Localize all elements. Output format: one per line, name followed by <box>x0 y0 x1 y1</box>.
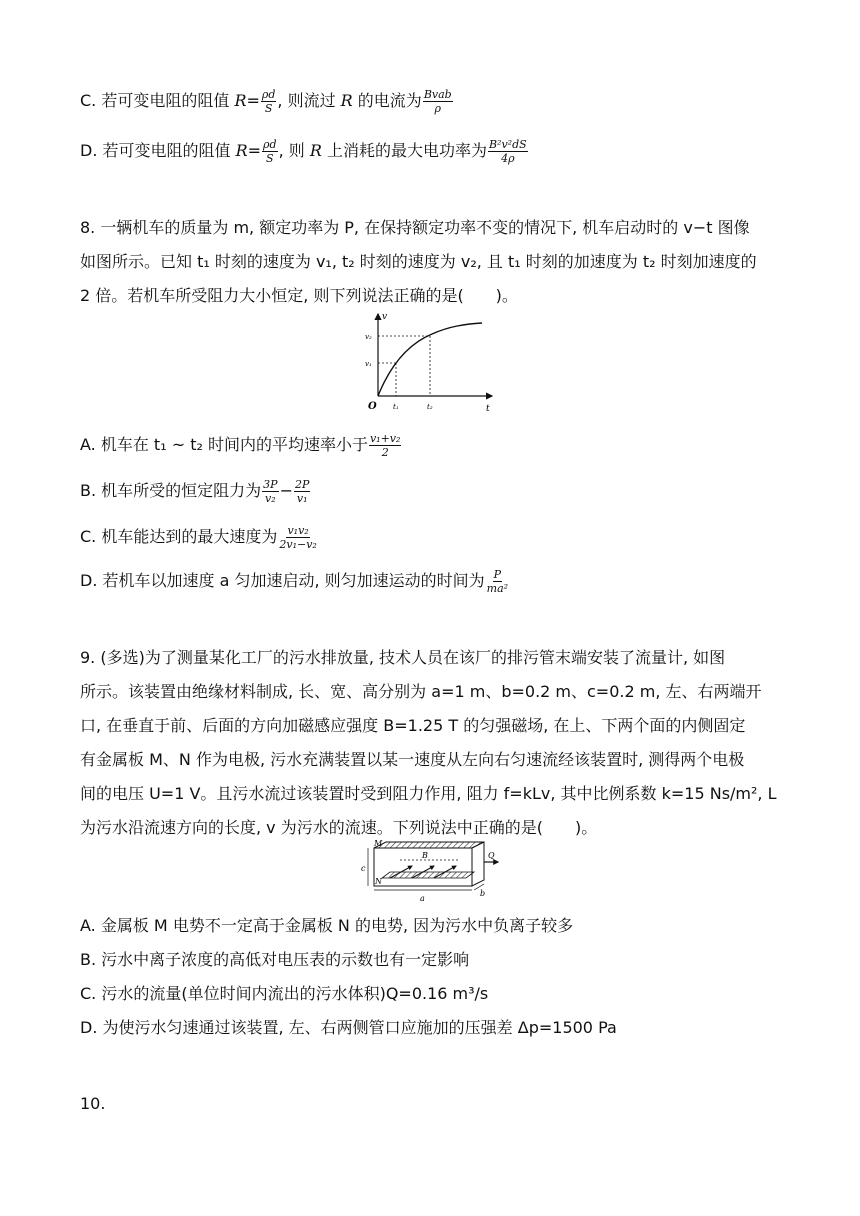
fraction-numerator: v₁v₂ <box>287 524 309 537</box>
equals: = <box>246 91 260 110</box>
v-axis-label: v <box>382 312 388 322</box>
q7-option-d-text: D. 若可变电阻的阻值 <box>80 141 236 160</box>
fraction-numerator: 3P <box>263 478 278 491</box>
var-r: R <box>235 141 248 160</box>
fraction <box>486 568 509 595</box>
q9-stem-line-1: 9. (多选)为了测量某化工厂的污水排放量, 技术人员在该厂的排污管末端安装了流量计, 如图 <box>80 648 726 667</box>
q8-option-b-text: B. 机车所受的恒定阻力为 <box>80 481 262 500</box>
q7-option-d-mid: , 则 <box>278 141 310 160</box>
q8-option-c <box>80 524 319 551</box>
fraction-denominator: 2v₁−v₂ <box>279 538 317 551</box>
q9-stem-line-6: 为污水沿流速方向的长度, v 为污水的流速。下列说法中正确的是( )。 <box>80 818 598 837</box>
q8-option-d <box>80 568 510 595</box>
fraction <box>369 432 401 459</box>
origin-label: O <box>368 401 377 412</box>
flowmeter-figure <box>360 838 510 908</box>
q9-stem-line-2: 所示。该装置由绝缘材料制成, 长、宽、高分别为 a=1 m、b=0.2 m、c=0.2 m, 左、右两端开 <box>80 682 762 701</box>
fraction-numerator: Bvab <box>423 88 452 101</box>
q7-option-d <box>80 138 529 165</box>
q9-stem-line-5: 间的电压 U=1 V。且污水流过该装置时受到阻力作用, 阻力 f=kLv, 其中比例系数 k=15 Ns/m², L <box>80 784 777 803</box>
box-right-face <box>472 842 484 886</box>
v1-label: v₁ <box>365 360 372 368</box>
label-b-field: B <box>422 851 428 860</box>
q9-stem-line-4: 有金属板 M、N 作为电极, 污水充满装置以某一速度从左向右匀速流经该装置时, 测得两个电极 <box>80 750 745 769</box>
answer-fraction <box>488 138 528 165</box>
fraction-denominator: S <box>266 152 274 165</box>
fraction-denominator: 4ρ <box>501 152 515 165</box>
q10-label: 10. <box>80 1094 106 1113</box>
equals: = <box>247 141 262 160</box>
fraction-denominator: v₂ <box>265 492 276 505</box>
q9-stem-line-3: 口, 在垂直于前、后面的方向加磁感应强度 B=1.25 T 的匀强磁场, 在上、下两个面的内侧固定 <box>80 716 746 735</box>
q9-option-d: D. 为使污水匀速通过该装置, 左、右两侧管口应施加的压强差 Δp=1500 Pa <box>80 1018 617 1037</box>
q8-option-b <box>80 478 311 505</box>
fraction <box>262 478 278 505</box>
q7-option-c-text: C. 若可变电阻的阻值 <box>80 91 235 110</box>
q9-option-c: C. 污水的流量(单位时间内流出的污水体积)Q=0.16 m³/s <box>80 984 489 1003</box>
fraction-denominator: 2 <box>381 446 389 459</box>
fraction-denominator: S <box>264 102 273 115</box>
q7-option-c <box>80 88 454 115</box>
q8-stem-line-1: 8. 一辆机车的质量为 m, 额定功率为 P, 在保持额定功率不变的情况下, 机车启动时的 v−t 图像 <box>80 218 750 237</box>
q8-option-d-text: D. 若机车以加速度 a 匀加速启动, 则匀加速运动的时间为 <box>80 571 485 590</box>
fraction-denominator: ma² <box>486 582 509 595</box>
var-r: R <box>234 91 247 110</box>
q7-option-c-post: 的电流为 <box>352 91 422 110</box>
fraction <box>278 524 317 551</box>
q9-option-b: B. 污水中离子浓度的高低对电压表的示数也有一定影响 <box>80 950 470 969</box>
answer-fraction <box>423 88 453 115</box>
fraction-numerator: 2P <box>294 478 310 491</box>
fraction <box>261 88 277 115</box>
q8-stem-line-2: 如图所示。已知 t₁ 时刻的速度为 v₁, t₂ 时刻的速度为 v₂, 且 t₁ 时刻的加速度为 t₂ 时刻加速度的 <box>80 252 757 271</box>
q8-option-c-text: C. 机车能达到的最大速度为 <box>80 527 278 546</box>
t1-label: t₁ <box>393 403 399 411</box>
fraction-denominator: ρ <box>434 102 441 115</box>
q8-option-a <box>80 432 402 459</box>
label-a: a <box>420 894 425 903</box>
fraction-numerator: B²v²dS <box>488 138 527 151</box>
q8-option-a-text: A. 机车在 t₁ ~ t₂ 时间内的平均速率小于 <box>80 435 368 454</box>
vt-graph <box>362 308 502 416</box>
v2-label: v₂ <box>365 333 372 341</box>
fraction-denominator: v₁ <box>296 492 308 505</box>
fraction <box>294 478 310 505</box>
fraction-numerator: P <box>493 568 502 581</box>
q7-option-c-mid: , 则流过 <box>277 91 341 110</box>
label-c: c <box>361 864 366 873</box>
fraction <box>262 138 278 165</box>
var-r: R <box>340 91 353 110</box>
fraction-numerator: ρd <box>261 88 276 101</box>
q7-option-d-post: 上消耗的最大电功率为 <box>321 141 487 160</box>
label-q: Q <box>488 851 495 860</box>
q8-stem-line-3: 2 倍。若机车所受阻力大小恒定, 则下列说法正确的是( )。 <box>80 286 518 305</box>
t-axis-label: t <box>486 404 490 414</box>
label-m: M <box>374 839 383 848</box>
label-b: b <box>480 889 486 898</box>
label-n: N <box>375 877 382 886</box>
fraction-numerator: v₁+v₂ <box>369 432 401 445</box>
box-top-face <box>374 842 484 848</box>
minus-sign: − <box>279 481 293 500</box>
t2-label: t₂ <box>427 403 433 411</box>
var-r: R <box>309 141 322 160</box>
fraction-numerator: ρd <box>263 138 277 151</box>
q9-option-a: A. 金属板 M 电势不一定高于金属板 N 的电势, 因为污水中负离子较多 <box>80 916 574 935</box>
